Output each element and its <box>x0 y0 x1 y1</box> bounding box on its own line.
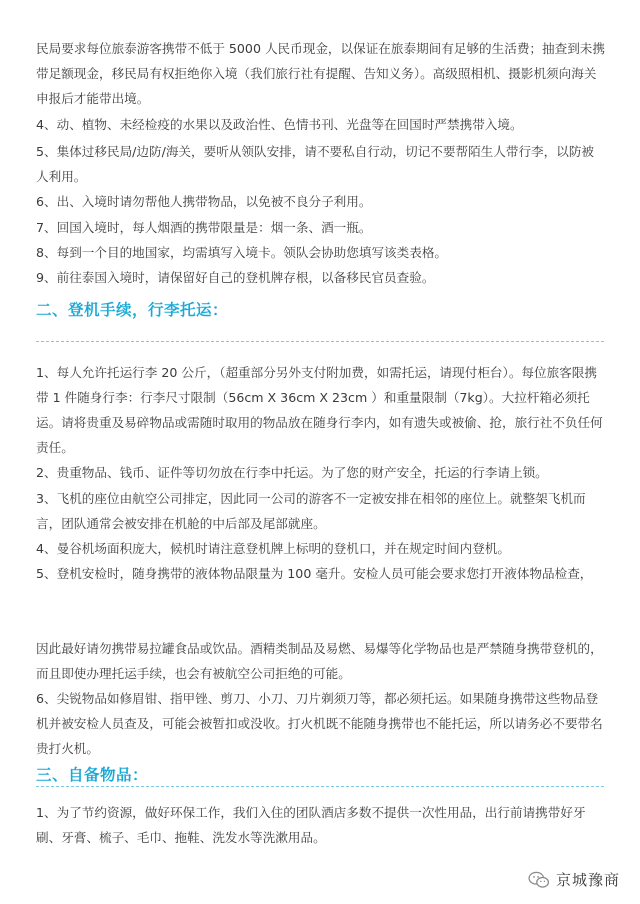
paragraph-toiletries: 1、为了节约资源，做好环保工作，我们入住的团队酒店多数不提供一次性用品，出行前请携带好牙刷、牙膏、梳子、毛巾、拖鞋、洗发水等洗漱用品。 <box>36 805 586 845</box>
watermark <box>524 867 624 892</box>
paragraph-item-5: 5、集体过移民局/边防/海关，要听从领队安排，请不要私自行动，切记不要帮陌生人带行李，以防被人利用。 <box>36 144 595 184</box>
paragraph-sharp-items: 6、尖锐物品如修眉钳、指甲锉、剪刀、小刀、刀片剃须刀等，都必须托运。如果随身携带这些物品登机并被安检人员查及，可能会被暂扣或没收。打火机既不能随身携带也不能托运，所以请务必不要带名贵打火机。 <box>36 691 603 756</box>
paragraph-seating: 3、飞机的座位由航空公司排定，因此同一公司的游客不一定被安排在相邻的座位上。就整架飞机而言，团队通常会被安排在机舱的中后部及尾部就座。 <box>36 491 586 531</box>
paragraph-item-8: 8、每到一个目的地国家，均需填写入境卡。领队会协助您填写该类表格。 <box>36 245 448 260</box>
section-heading-checkin: 二、登机手续，行李托运： <box>36 301 229 319</box>
section-divider <box>36 786 604 787</box>
watermark-text: 京城豫商 <box>555 871 620 889</box>
section-divider <box>36 341 604 342</box>
paragraph-item-9: 9、前往泰国入境时，请保留好自己的登机牌存根，以备移民官员查验。 <box>36 270 435 285</box>
paragraph-customs-cash: 民局要求每位旅泰游客携带不低于 5000 人民币现金，以保证在旅泰期间有足够的生活费；抽查到未携带足额现金，移民局有权拒绝你入境（我们旅行社有提醒、告知义务）。高级照相机、摄影机须向海关申报后才能带出境。 <box>36 41 605 106</box>
section-heading-supplies: 三、自备物品： <box>36 766 149 784</box>
paragraph-liquids-continued: 因此最好请勿携带易拉罐食品或饮品。酒精类制品及易燃、易爆等化学物品也是严禁随身携带登机的，而且即使办理托运手续，也会有被航空公司拒绝的可能。 <box>36 641 603 681</box>
paragraph-item-7: 7、回国入境时，每人烟酒的携带限量是：烟一条、酒一瓶。 <box>36 220 372 235</box>
paragraph-item-6: 6、出、入境时请勿帮他人携带物品，以免被不良分子利用。 <box>36 194 372 209</box>
paragraph-liquids: 5、登机安检时，随身携带的液体物品限量为 100 毫升。安检人员可能会要求您打开液体物品检查， <box>36 566 593 581</box>
paragraph-valuables: 2、贵重物品、钱币、证件等切勿放在行李中托运。为了您的财产安全，托运的行李请上锁。 <box>36 465 548 480</box>
wechat-icon <box>528 871 550 889</box>
paragraph-baggage-allowance: 1、每人允许托运行李 20 公斤，（超重部分另外支付附加费，如需托运，请现付柜台）。每位旅客限携带 1 件随身行李：行李尺寸限制（56cm X 36cm X 23cm ）和重量限制（7kg）。大拉杆箱必须托运。请将贵重及易碎物品或需随时取用的物品放在随身行李内，如有遗失或被偷、抢，旅行社不负任何责任。 <box>36 365 603 455</box>
paragraph-airport: 4、曼谷机场面积庞大，候机时请注意登机牌上标明的登机口，并在规定时间内登机。 <box>36 541 510 556</box>
paragraph-item-4: 4、动、植物、未经检疫的水果以及政治性、色情书刊、光盘等在回国时严禁携带入境。 <box>36 117 523 132</box>
